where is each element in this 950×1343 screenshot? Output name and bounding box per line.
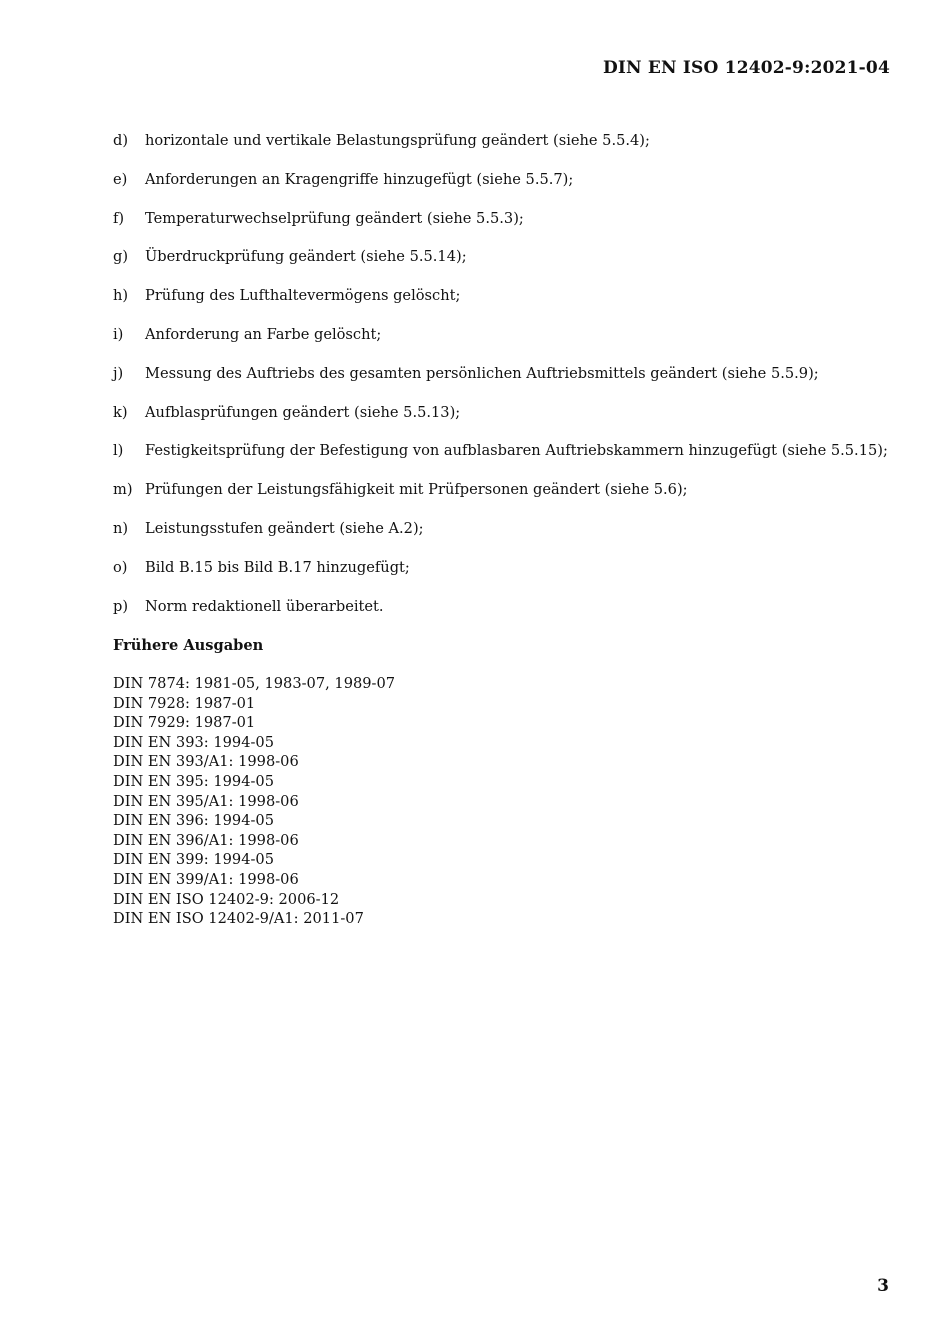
list-marker: n) [113, 519, 129, 537]
list-item [113, 597, 913, 636]
edition-entry: DIN 7874: 1981-05, 1983-07, 1989-07 [113, 675, 396, 692]
list-item [113, 519, 913, 558]
list-item-text: Bild B.15 bis Bild B.17 hinzugefügt; [145, 558, 410, 576]
list-marker: d) [113, 132, 129, 149]
list-marker: g) [113, 248, 129, 266]
list-marker: o) [113, 558, 128, 576]
list-item-text: Anforderung an Farbe gelöscht; [145, 325, 382, 343]
list-marker: l) [113, 442, 124, 460]
list-marker: k) [113, 403, 128, 421]
list-item [113, 325, 913, 364]
edition-entry: DIN EN 395/A1: 1998-06 [113, 792, 299, 810]
list-item [113, 286, 913, 325]
edition-entry: DIN 7929: 1987-01 [113, 714, 256, 732]
list-item [113, 364, 913, 403]
list-item [113, 403, 913, 442]
list-item-text: Leistungsstufen geändert (siehe A.2); [145, 519, 424, 537]
list-item-text: horizontale und vertikale Belastungsprüfung geändert (siehe 5.5.4); [145, 132, 650, 149]
edition-entry: DIN EN 393/A1: 1998-06 [113, 753, 299, 771]
document-id-header: DIN EN ISO 12402-9:2021-04 [602, 58, 890, 78]
page-number: 3 [877, 1276, 889, 1296]
list-item [113, 247, 913, 286]
list-marker: i) [113, 325, 124, 343]
list-item [113, 558, 913, 597]
list-item-text: Norm redaktionell überarbeitet. [145, 597, 384, 615]
edition-entry: DIN EN 399/A1: 1998-06 [113, 870, 299, 888]
list-item-text: Prüfung des Lufthaltevermögens gelöscht; [145, 287, 461, 305]
list-item-text: Aufblasprüfungen geändert (siehe 5.5.13); [145, 403, 461, 421]
list-item-text: Festigkeitsprüfung der Befestigung von aufblasbaren Auftriebskammern hinzugefügt (siehe 5.5.15); [145, 442, 888, 460]
changes-list [113, 131, 913, 635]
list-item-text: Anforderungen an Kragengriffe hinzugefügt (siehe 5.5.7); [145, 170, 574, 188]
list-item-text: Messung des Auftriebs des gesamten persönlichen Auftriebsmittels geändert (siehe 5.5.9); [145, 364, 819, 382]
edition-entry: DIN EN 393: 1994-05 [113, 733, 274, 751]
edition-entry: DIN EN 399: 1994-05 [113, 851, 274, 869]
edition-entry: DIN EN ISO 12402-9: 2006-12 [113, 890, 340, 908]
list-item [113, 170, 913, 209]
list-marker: m) [113, 481, 133, 499]
list-item-text: Prüfungen der Leistungsfähigkeit mit Prüfpersonen geändert (siehe 5.6); [145, 481, 688, 499]
list-marker: j) [113, 364, 124, 382]
previous-editions-list [113, 674, 395, 929]
list-item [113, 131, 913, 170]
list-item-text: Überdruckprüfung geändert (siehe 5.5.14); [145, 248, 467, 266]
list-item [113, 480, 913, 519]
list-item [113, 209, 913, 248]
list-item-text: Temperaturwechselprüfung geändert (siehe 5.5.3); [145, 209, 524, 227]
list-item [113, 441, 913, 480]
edition-entry: DIN EN ISO 12402-9/A1: 2011-07 [113, 910, 364, 928]
list-marker: p) [113, 597, 129, 615]
edition-entry: DIN 7928: 1987-01 [113, 694, 256, 712]
list-marker: f) [113, 209, 125, 227]
edition-entry: DIN EN 396/A1: 1998-06 [113, 831, 299, 849]
list-marker: e) [113, 170, 128, 188]
edition-entry: DIN EN 396: 1994-05 [113, 812, 274, 830]
edition-entry: DIN EN 395: 1994-05 [113, 772, 274, 790]
previous-editions-heading: Frühere Ausgaben [113, 637, 264, 654]
list-marker: h) [113, 287, 129, 305]
